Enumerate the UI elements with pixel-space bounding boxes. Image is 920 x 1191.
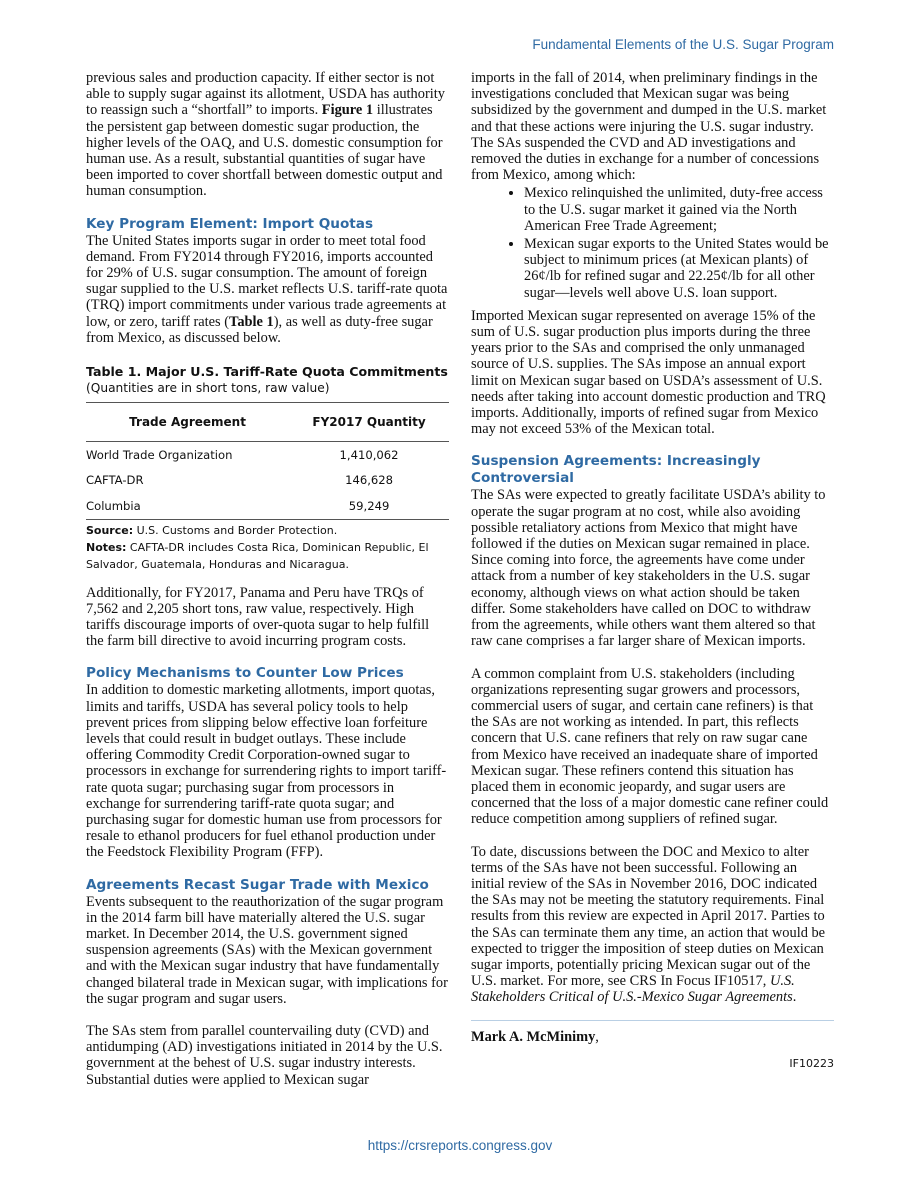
column-header-trade-agreement: Trade Agreement	[86, 403, 289, 442]
paragraph: previous sales and production capacity. If either sector is not able to supply sugar against its allotment, USDA has authority to reassign such a “shortfall” to imports. Figure 1 illustrates the persistent gap between domestic sugar production, the higher levels of the OAQ, and U.S. domestic consumption for human use. As a result, substantial quantities of sugar have been imported to cover shortfall between domestic output and human consumption.	[86, 70, 445, 200]
table-row	[86, 468, 449, 494]
cell-quantity: 146,628	[345, 473, 394, 488]
left-column	[86, 70, 449, 1088]
cell-agreement: Columbia	[86, 493, 289, 519]
figure-reference: Figure 1	[321, 102, 374, 119]
list-item: • Mexican sugar exports to the United States would be subject to minimum prices (at Mexican plants) of 26¢/lb for refined sugar and 22.25¢/lb for all other sugar—levels well above U.S. loan support.	[524, 236, 834, 301]
cell-quantity: 1,410,062	[339, 447, 399, 462]
section-heading-policy-mechanisms: Policy Mechanisms to Counter Low Prices	[86, 665, 404, 682]
paragraph: In addition to domestic marketing allotments, import quotas, limits and tariffs, USDA has several policy tools to help prevent prices from slipping below effective loan forfeiture levels that could result in budget outlays. These include offering Commodity Credit Corporation-owned sugar to processors in exchange for surrendering rights to import tariff-rate quota sugar; purchasing sugar from processors in exchange for surrendering tariff-rate quota sugar; and purchasing sugar for domestic human use from processors for resale to ethanol producers for fuel ethanol production under the Feedstock Flexibility Program (FFP).	[86, 682, 447, 861]
table-header-row	[86, 403, 449, 442]
paragraph: The SAs were expected to greatly facilitate USDA’s ability to operate the sugar program at no cost, while also avoiding possible retaliatory actions from Mexico that might have followed if the duties on Mexican sugar remained in place. Since coming into force, the agreements have come under attack from a number of key stakeholders in the U.S. sugar economy, although views on what action should be taken differ. Some stakeholders have called on DOC to withdraw from the agreements, while others want them altered so that raw cane comprises a far larger share of Mexican imports.	[471, 487, 826, 650]
table-subtitle: (Quantities are in short tons, raw value)	[86, 381, 330, 396]
table-title: Table 1. Major U.S. Tariff-Rate Quota Commitments	[86, 364, 448, 380]
paragraph: Additionally, for FY2017, Panama and Peru have TRQs of 7,562 and 2,205 short tons, raw value, respectively. High tariffs discourage imports of over-quota sugar to help fulfill the farm bill directive to avoid incurring program costs.	[86, 584, 430, 650]
footer-url: https://crsreports.congress.gov	[367, 1138, 553, 1153]
table-row	[86, 442, 449, 468]
right-column	[471, 70, 834, 1072]
table-reference: Table 1	[229, 313, 274, 330]
cell-quantity: 59,249	[289, 493, 449, 519]
paragraph: The SAs stem from parallel countervailing duty (CVD) and antidumping (AD) investigations initiated in 2014 by the U.S. government at the behest of U.S. sugar industry interests. Substantial duties were applied to Mexican sugar	[86, 1023, 443, 1088]
table-notes: Notes: CAFTA-DR includes Costa Rica, Dominican Republic, El Salvador, Guatemala, Honduras and Nicaragua.	[86, 540, 429, 571]
running-header: Fundamental Elements of the U.S. Sugar Program	[532, 37, 834, 52]
paragraph: The United States imports sugar in order to meet total food demand. From FY2014 through FY2016, imports accounted for 29% of U.S. sugar consumption. The amount of foreign sugar supplied to the U.S. market reflects U.S. tariff-rate quota (TRQ) import commitments under various trade agreements at low, or zero, tariff rates (Table 1), as well as duty-free sugar from Mexico, as discussed below.	[86, 232, 448, 346]
section-heading-agreements: Agreements Recast Sugar Trade with Mexico	[86, 876, 429, 893]
list-item: • Mexico relinquished the unlimited, duty-free access to the U.S. sugar market it gained via the North American Free Trade Agreement;	[524, 185, 834, 234]
section-heading-import-quotas: Key Program Element: Import Quotas	[86, 215, 374, 232]
product-code: IF10223	[789, 1056, 834, 1070]
table-source: Source: U.S. Customs and Border Protection.	[86, 523, 338, 537]
cell-agreement: World Trade Organization	[86, 447, 233, 462]
paragraph: Events subsequent to the reauthorization of the sugar program in the 2014 farm bill have materially altered the U.S. sugar market. In December 2014, the U.S. government signed suspension agreements (SAs) with the Mexican government and with the Mexican sugar industry that have fundamentally changed bilateral trade in Mexican sugar, with implications for the sugar program and sugar users.	[86, 893, 448, 1007]
concessions-list	[471, 185, 834, 300]
paragraph: To date, discussions between the DOC and Mexico to alter terms of the SAs have not been successful. Following an initial review of the SAs in November 2016, DOC indicated the SAs may not be meeting the statutory requirements. Final results from this review are expected in April 2017. Parties to the SAs can terminate them any time, an action that would be expected to trigger the imposition of steep duties on Mexican sugar imports, potentially pricing Mexican sugar out of the U.S. market. For more, see CRS In Focus IF10517, U.S. Stakeholders Critical of U.S.-Mexico Sugar Agreements.	[471, 843, 826, 1006]
paragraph: Imported Mexican sugar represented on average 15% of the sum of U.S. sugar production plus imports during the three years prior to the SAs and comprised the only unmanaged source of U.S. supplies. The SAs impose an annual export limit on Mexican sugar based on USDA’s assessment of U.S. needs after taking into account domestic production and TRQ imports. Additionally, imports of refined sugar from Mexico may not exceed 53% of the Mexican total.	[471, 307, 826, 438]
trq-table	[86, 402, 449, 520]
section-heading-suspension-agreements: Suspension Agreements: Increasingly Controversial	[471, 453, 761, 487]
author-name: Mark A. McMinimy	[471, 1028, 596, 1045]
paragraph: imports in the fall of 2014, when preliminary findings in the investigations concluded that Mexican sugar was being subsidized by the government and dumped in the U.S. market and that these actions were injuring the U.S. sugar industry. The SAs suspended the CVD and AD investigations and removed the duties in exchange for a number of concessions from Mexico, among which:	[471, 70, 827, 184]
paragraph: A common complaint from U.S. stakeholders (including organizations representing sugar growers and processors, commercial users of sugar, and certain cane refiners) is that the SAs are not working as intended. In part, this reflects concern that U.S. cane refiners that rely on raw sugar cane from Mexico have received an inadequate share of imported Mexican sugar. These refiners contend this situation has placed them in economic jeopardy, and sugar users are concerned that the loss of a major domestic cane refiner could reduce competition among suppliers of refined sugar.	[471, 665, 829, 828]
author-signature: Mark A. McMinimy,	[471, 1020, 834, 1045]
cell-agreement: CAFTA-DR	[86, 473, 144, 488]
column-header-quantity: FY2017 Quantity	[289, 403, 449, 442]
table-row	[86, 493, 449, 519]
cited-title: U.S. Stakeholders Critical of U.S.-Mexico Sugar Agreements	[471, 973, 795, 1006]
